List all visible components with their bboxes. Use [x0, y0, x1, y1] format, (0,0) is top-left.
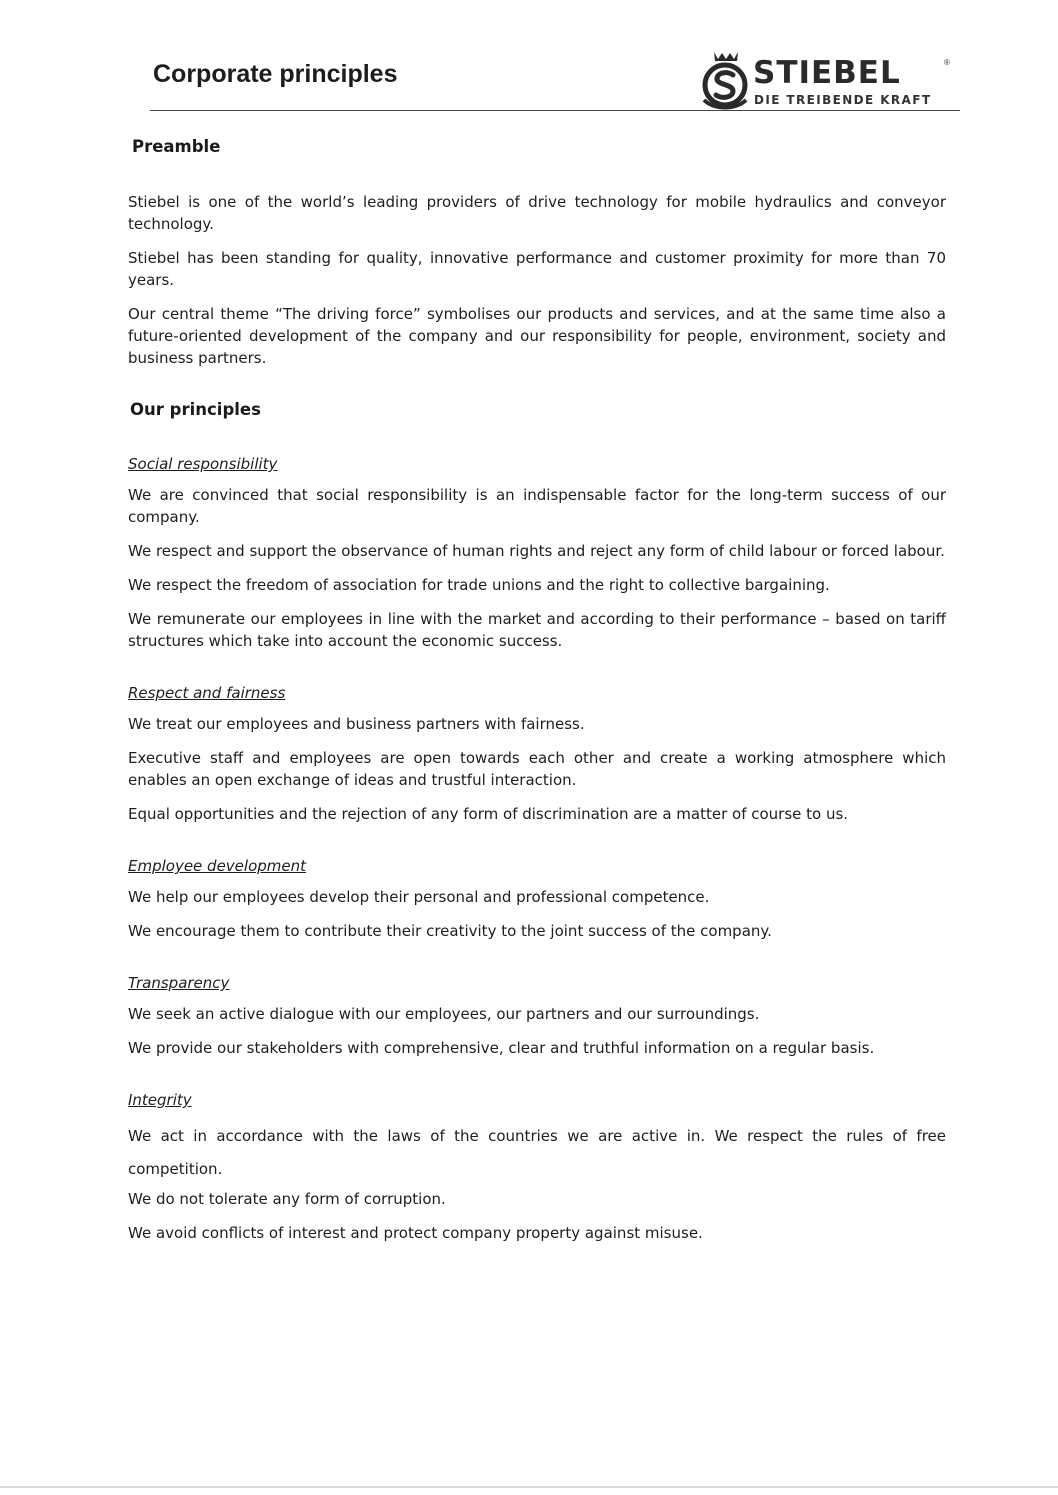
principle-paragraph: We remunerate our employees in line with the market and according to their performance – based on tariff structures which take into account the economic success.: [128, 610, 946, 650]
preamble-paragraph: Our central theme “The driving force” symbolises our products and services, and at the same time also a future-oriented development of the company and our responsibility for people, environment, society and business partners.: [128, 305, 946, 367]
principle-paragraph: We do not tolerate any form of corruption.: [128, 1190, 446, 1208]
principle-paragraph: We seek an active dialogue with our employees, our partners and our surroundings.: [128, 1005, 760, 1023]
registered-mark: ®: [944, 58, 950, 67]
principle-paragraph: We respect and support the observance of human rights and reject any form of child labour or forced labour.: [128, 542, 945, 560]
company-logo: [698, 50, 960, 112]
principle-paragraph: We encourage them to contribute their creativity to the joint success of the company.: [128, 922, 772, 940]
header-divider: [150, 110, 960, 111]
preamble-paragraph: Stiebel is one of the world’s leading providers of drive technology for mobile hydraulics and conveyor technology.: [128, 193, 946, 233]
principle-title: Integrity: [128, 1091, 192, 1109]
scan-edge-line: [0, 1486, 1058, 1488]
principle-section-respect-and-fairness: [128, 682, 946, 825]
principles-heading: Our principles: [130, 400, 261, 419]
principle-paragraph: We are convinced that social responsibility is an indispensable factor for the long-term success of our company.: [128, 486, 946, 526]
preamble-heading: Preamble: [132, 137, 221, 156]
principle-paragraph: Executive staff and employees are open towards each other and create a working atmosphere which enables an open exchange of ideas and trustful interaction.: [128, 749, 946, 789]
principle-section-social-responsibility: [128, 453, 946, 652]
principle-section-transparency: [128, 972, 946, 1059]
preamble-paragraph: Stiebel has been standing for quality, innovative performance and customer proximity for more than 70 years.: [128, 249, 946, 289]
principle-paragraph: We avoid conflicts of interest and protect company property against misuse.: [128, 1224, 703, 1242]
principle-title: Employee development: [128, 857, 307, 875]
principle-section-employee-development: [128, 855, 946, 942]
principle-paragraph: We act in accordance with the laws of the countries we are active in. We respect the rules of free competition.: [128, 1127, 946, 1178]
logo-tagline: DIE TREIBENDE KRAFT: [754, 93, 932, 107]
principle-paragraph: We help our employees develop their personal and professional competence.: [128, 888, 710, 906]
principle-paragraph: We respect the freedom of association for trade unions and the right to collective bargaining.: [128, 576, 830, 594]
page-title: Corporate principles: [153, 60, 398, 88]
principle-title: Transparency: [128, 974, 230, 992]
principle-section-integrity: [128, 1089, 946, 1244]
principle-paragraph: Equal opportunities and the rejection of any form of discrimination are a matter of course to us.: [128, 805, 849, 823]
stiebel-crown-s-icon: [698, 50, 752, 112]
principle-title: Social responsibility: [128, 455, 278, 473]
logo-brand: STIEBEL: [753, 55, 901, 91]
principle-paragraph: We provide our stakeholders with comprehensive, clear and truthful information on a regular basis.: [128, 1039, 875, 1057]
principle-paragraph: We treat our employees and business partners with fairness.: [128, 715, 585, 733]
preamble-section: [128, 191, 946, 369]
document-body: [128, 134, 946, 1274]
principle-title: Respect and fairness: [128, 684, 286, 702]
